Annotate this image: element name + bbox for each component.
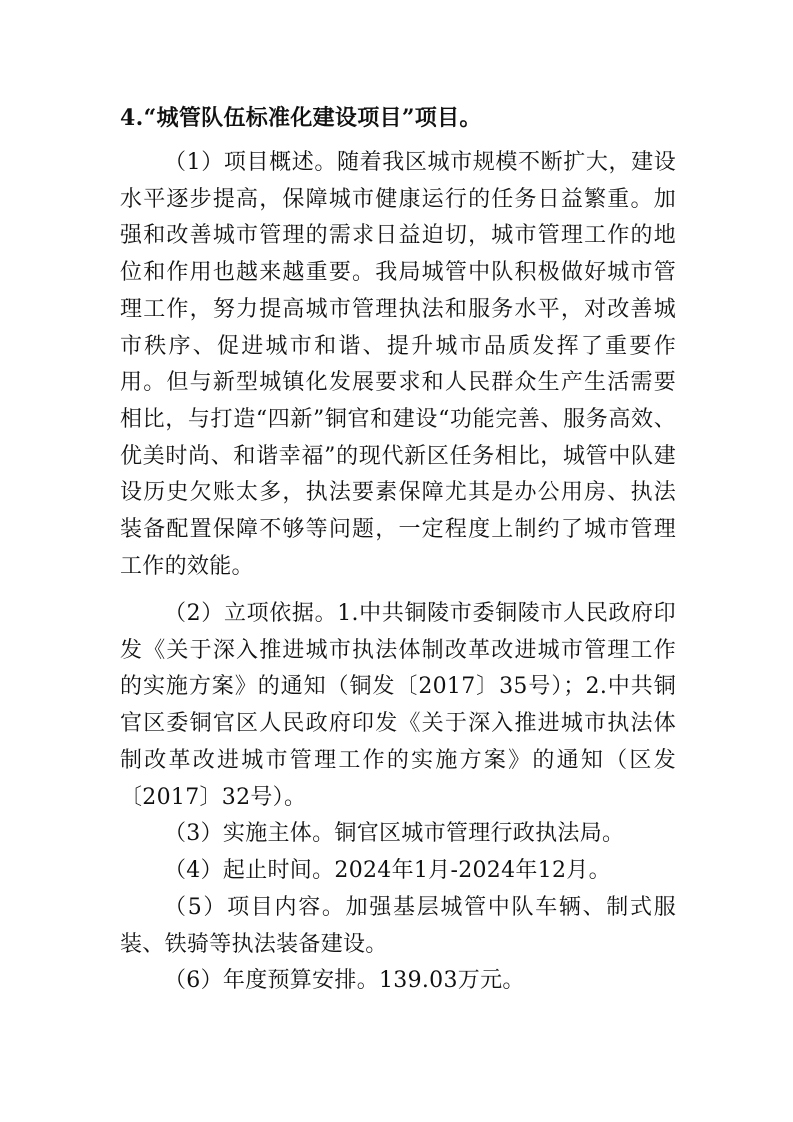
paragraph-budget: （6）年度预算安排。139.03万元。 [164, 968, 525, 993]
section-heading: 4.“城管队伍标准化建设项目”项目。 [120, 105, 482, 131]
paragraph-content: （5）项目内容。加强基层城管中队车辆、制式服装、铁骑等执法装备建设。 [120, 895, 676, 957]
paragraph-period: （4）起止时间。2024年1月-2024年12月。 [164, 858, 611, 883]
paragraph-basis: （2）立项依据。1.中共铜陵市委铜陵市人民政府印发《关于深入推进城市执法体制改革改进城市管理工作的实施方案》的通知（铜发〔2017〕35号）；2.中共铜官区委铜官区人民政府印发《关于深入推进城市执法体制改革改进城市管理工作的实施方案》的通知（区发〔2017〕32号）。 [120, 601, 676, 810]
paragraph-overview: （1）项目概述。随着我区城市规模不断扩大，建设水平逐步提高，保障城市健康运行的任务日益繁重。加强和改善城市管理的需求日益迫切，城市管理工作的地位和作用也越来越重要。我局城管中队积极做好城市管理工作，努力提高城市管理执法和服务水平，对改善城市秩序、促进城市和谐、提升城市品质发挥了重要作用。但与新型城镇化发展要求和人民群众生产生活需要相比，与打造“四新”铜官和建设“功能完善、服务高效、优美时尚、和谐幸福”的现代新区任务相比，城管中队建设历史欠账太多，执法要素保障尤其是办公用房、执法装备配置保障不够等问题，一定程度上制约了城市管理工作的效能。 [120, 150, 676, 579]
paragraph-implementer: （3）实施主体。铜官区城市管理行政执法局。 [164, 821, 625, 846]
